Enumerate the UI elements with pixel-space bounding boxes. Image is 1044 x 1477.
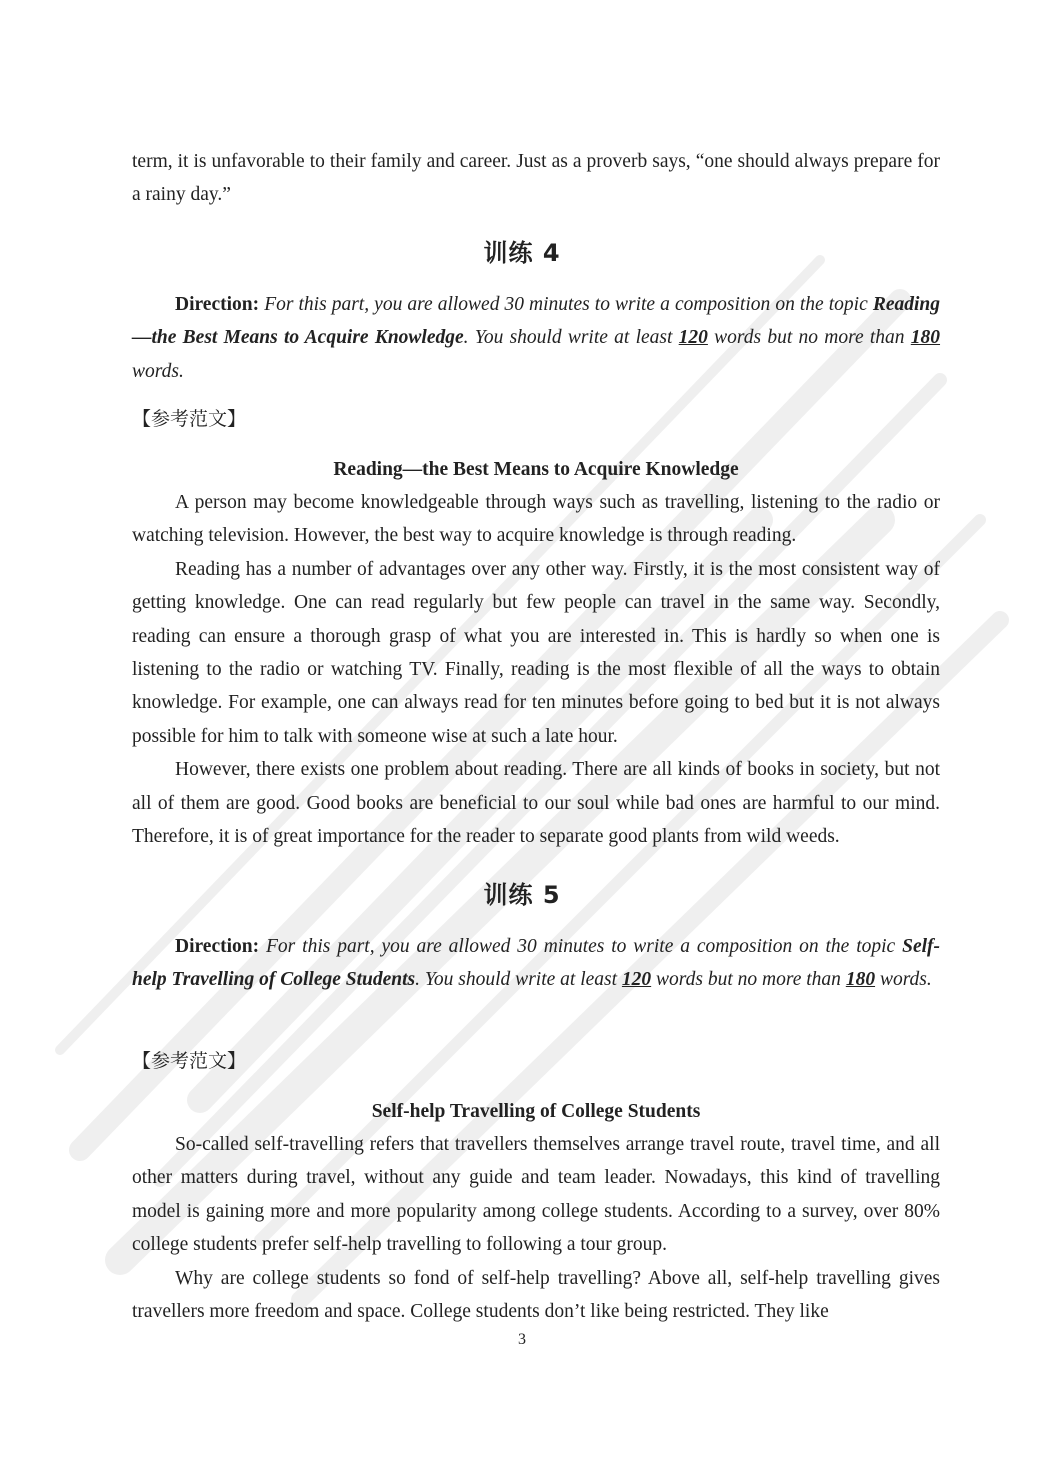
max-words: 180	[910, 327, 941, 349]
direction-paragraph	[132, 288, 940, 388]
sample-essay-label: 【参考范文】	[132, 408, 247, 430]
min-words: 120	[621, 969, 652, 991]
direction-label: Direction:	[175, 294, 260, 315]
section-5-direction	[132, 930, 940, 997]
section-4-direction	[132, 288, 940, 388]
page-number: 3	[518, 1331, 526, 1348]
direction-text-3: words but no more than	[714, 327, 905, 349]
section-5-sample-label-block	[132, 1045, 940, 1078]
direction-text-1: For this part, you are allowed 30 minutes to write a composition on the topic	[266, 936, 896, 957]
essay-paragraph: However, there exists one problem about reading. There are all kinds of books in society, but not all of them are good. Good books are beneficial to our soul while bad ones are harmful to our mind. Therefore, it is of great importance for the reader to separate good plants from wild weeds.	[132, 759, 940, 848]
essay-paragraph: Why are college students so fond of self-help travelling? Above all, self-help travelling gives travellers more freedom and space. College students don’t like being restricted. They like	[132, 1267, 940, 1323]
essay-paragraph: Reading has a number of advantages over any other way. Firstly, it is the most consistent way of getting knowledge. One can read regularly but few people can travel in the same way. Secondly, reading can ensure a thorough grasp of what you are interested in. This is hardly so when one is listening to the radio or watching TV. Finally, reading is the most flexible of all the ways to obtain knowledge. For example, one can always read for ten minutes before going to bed but it is not always possible for him to talk with someone wise at such a late hour.	[132, 558, 940, 747]
direction-text-1: For this part, you are allowed 30 minutes to write a composition on the topic	[264, 294, 868, 315]
essay-paragraph: So-called self-travelling refers that travellers themselves arrange travel route, travel time, and all other matters during travel, without any guide and team leader. Nowadays, this kind of travelling model is gaining more and more popularity among college students. According to a survey, over 80% college students prefer self-help travelling to following a tour group.	[132, 1134, 940, 1256]
min-words: 120	[678, 327, 708, 349]
section-5-essay	[132, 1095, 940, 1328]
essay-title: Self-help Travelling of College Students	[371, 1101, 701, 1122]
direction-paragraph	[132, 930, 940, 997]
essay-title: Reading—the Best Means to Acquire Knowledge	[333, 459, 739, 480]
section-5-heading: 训练 5	[483, 881, 561, 909]
section-4-heading: 训练 4	[483, 239, 561, 267]
intro-block	[132, 145, 940, 212]
direction-text-2: . You should write at least	[415, 969, 618, 991]
direction-text-3: words but no more than	[656, 969, 841, 991]
direction-text-4: words.	[879, 969, 932, 991]
direction-topic: Self-help Travelling of College Students	[132, 936, 940, 991]
direction-label: Direction:	[175, 936, 260, 957]
max-words: 180	[845, 969, 876, 991]
section-4-essay	[132, 453, 940, 853]
direction-text-2: . You should write at least	[463, 327, 673, 349]
direction-text-4: words.	[132, 360, 184, 382]
sample-essay-label: 【参考范文】	[132, 1050, 247, 1072]
essay-paragraph: A person may become knowledgeable through ways such as travelling, listening to the radio or watching television. However, the best way to acquire knowledge is through reading.	[132, 492, 940, 547]
direction-topic: Reading—the Best Means to Acquire Knowledge	[132, 294, 941, 349]
intro-paragraph: term, it is unfavorable to their family and career. Just as a proverb says, “one should always prepare for a rainy day.”	[132, 151, 940, 206]
section-4-sample-label-block	[132, 403, 940, 436]
